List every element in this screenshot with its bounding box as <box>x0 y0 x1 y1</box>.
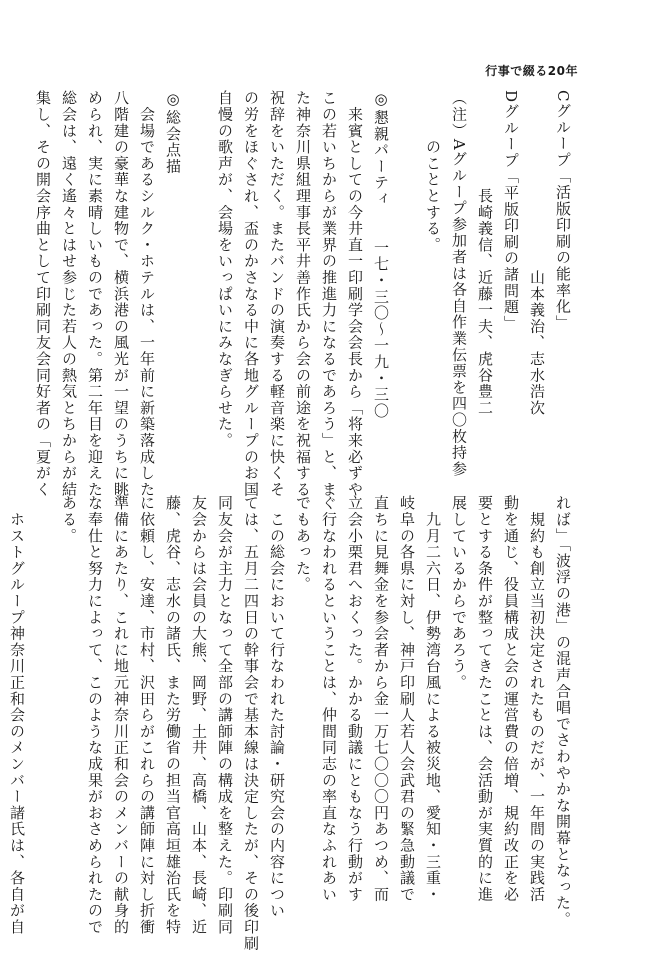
text-line: 立会小栗君へおくった。かかる動議にともなう行動がす <box>346 495 364 903</box>
text-line: 祝辞をいただく。またバンドの演奏する軽音楽に快くそ <box>268 90 286 498</box>
text-line: 要とする条件が整ってきたことは、会活動が実質的に進 <box>476 495 494 903</box>
text-line: ホストグループ神奈川正和会のメンバー諸氏は、各自が自 <box>8 495 26 936</box>
text-line: 自慢の歌声が、会場をいっぱいにみなぎらせた。 <box>216 90 234 449</box>
text-line: ◎懇親パーティ 一七・三〇〜一九・三〇 <box>372 90 390 419</box>
text-line: この若いちからが業界の推進力になるであろう」と、ま <box>320 90 338 498</box>
text-line: れば」「波浮の港」の混声合唱でさわやかな開幕となった。 <box>554 495 572 928</box>
text-line <box>394 90 420 460</box>
text-line: 直ちに見舞金を参会者から金一万七〇〇〇円あつめ、而 <box>372 495 390 903</box>
text-line: ◎総会点描 <box>164 90 182 175</box>
text-line: な奉仕と努力によって、このような成果がおさめられたので <box>86 495 104 936</box>
text-line: 会場であるシルク・ホテルは、一年前に新築落成した <box>138 90 156 498</box>
text-line: でもあった。 <box>294 495 312 593</box>
text-line: た神奈川県組理事長平井善作氏から会の前途を祝福する <box>294 90 312 498</box>
text-line: 岐阜の各県に対し、神戸印刷人若人会武君の緊急動議で <box>398 495 416 903</box>
text-line <box>186 90 212 460</box>
text-line: 藤、虎谷、志水の諸氏、また労働省の担当官高垣雄治氏を特 <box>164 495 182 936</box>
text-line: 八階建の豪華な建物で、横浜港の風光が一望のうちに眺 <box>112 90 130 498</box>
text-line: 九月二六日、伊勢湾台風による被災地、愛知・三重・ <box>424 495 442 903</box>
upper-text-column <box>30 90 576 498</box>
text-line: 友会からは会員の大熊、岡野、土井、高橋、山本、長崎、近 <box>190 495 208 936</box>
text-line: この総会において行なわれた討論・研究会の内容につい <box>268 495 286 919</box>
text-line: Dグループ「平版印刷の諸問題」 <box>502 90 520 332</box>
text-line: 山本義治、志水浩次 <box>528 90 546 416</box>
text-line: 来賓としての今井直一印刷学会会長から「将来必ずや <box>346 90 364 498</box>
text-line: ぐ行なわれるということは、仲間同志の率直なふれあい <box>320 495 338 903</box>
text-line: 同友会が主力となって全部の講師陣の構成を整えた。印刷同 <box>216 495 234 936</box>
text-line: ては、五月二四日の幹事会で基本線は決定したが、その後印刷 <box>242 495 260 952</box>
text-line: 規約も創立当初決定されたものだが、一年間の実践活 <box>528 495 546 903</box>
text-line: 動を通じ、役員構成と会の運営費の倍増、規約改正を必 <box>502 495 520 903</box>
text-line: められ、実に素晴しいものであった。第二年目を迎えた <box>86 90 104 498</box>
text-line: Cグループ「活版印刷の能率化」 <box>554 90 572 331</box>
text-line: 集し、その開会序曲として印刷同友会同好者の「夏がく <box>34 90 52 498</box>
text-line: の労をほぐされ、盃のかさなる中に各地グループのお国 <box>242 90 260 498</box>
running-head: 行事で綴る20年 <box>485 64 578 78</box>
lower-text-column <box>4 495 576 952</box>
text-line: 準備にあたり、これに地元神奈川正和会のメンバーの献身的 <box>112 495 130 936</box>
text-line: のこととする。 <box>424 90 442 253</box>
text-line: に依頼し、安達、市村、沢田らがこれらの講師陣に対し折衝 <box>138 495 156 936</box>
text-line: 総会は、遠く遙々とはせ参じた若人の熱気とちからが結 <box>60 90 78 498</box>
text-line <box>30 495 56 885</box>
text-line: ある。 <box>60 495 78 544</box>
text-line: （注）Aグループ参加者は各自作業伝票を四〇枚持参 <box>450 90 468 478</box>
text-line: 展しているからであろう。 <box>450 495 468 691</box>
text-line: 長崎義信、近藤一夫、虎谷豊二 <box>476 90 494 416</box>
